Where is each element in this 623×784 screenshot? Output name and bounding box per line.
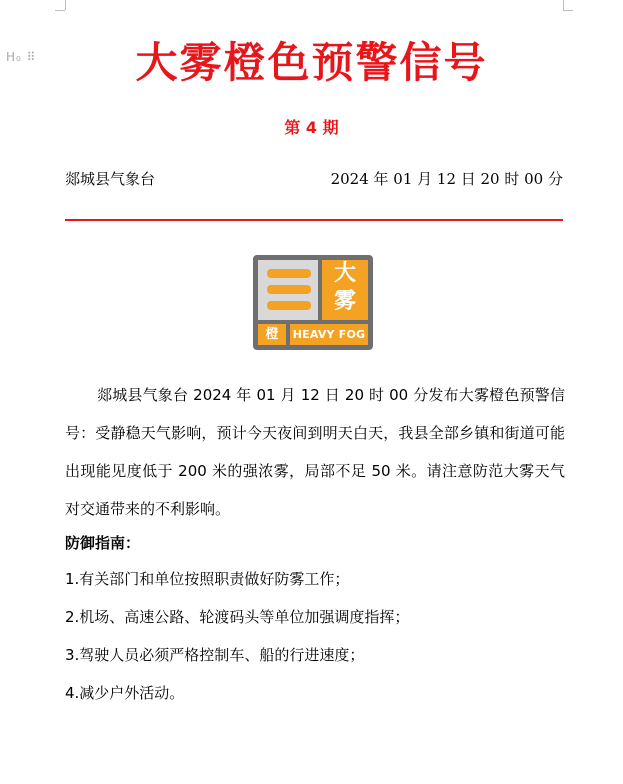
heavy-fog-orange-signal-icon: [253, 255, 373, 350]
issue-datetime: 2024 年 01 月 12 日 20 时 00 分: [330, 170, 563, 188]
signal-english-label: HEAVY FOG: [290, 324, 368, 345]
crop-mark-top-right: [563, 0, 564, 10]
signal-label-line2: 雾: [333, 289, 356, 314]
crop-mark-top-right: [563, 10, 573, 11]
defense-guide-list: [65, 568, 409, 720]
signal-chinese-label: [322, 260, 368, 320]
fog-bar: [267, 301, 311, 310]
list-item: 3.驾驶人员必须严格控制车、船的行进速度；: [65, 646, 365, 664]
signal-label-line1: 大: [333, 261, 356, 286]
crop-mark-top-left: [65, 0, 66, 10]
red-divider: [65, 219, 563, 221]
list-item: 2.机场、高速公路、轮渡码头等单位加强调度指挥；: [65, 608, 410, 626]
signal-fog-bars-panel: [258, 260, 318, 320]
list-item: 1.有关部门和单位按照职责做好防雾工作；: [65, 570, 350, 588]
heading-style-icon[interactable]: H₀ ⠿: [6, 50, 37, 64]
crop-mark-top-left: [55, 10, 65, 11]
issue-number: 第 4 期: [284, 118, 339, 137]
page-title: 大雾橙色预警信号: [135, 38, 488, 87]
defense-guide-title: 防御指南：: [65, 534, 141, 552]
signal-level-label: 橙: [258, 324, 286, 345]
fog-bar: [267, 269, 311, 278]
issuer-name: 郯城县气象台: [65, 170, 156, 188]
list-item: 4.减少户外活动。: [65, 684, 185, 702]
warning-body-text: 郯城县气象台 2024 年 01 月 12 日 20 时 00 分发布大雾橙色预警信号：受静稳天气影响，预计今天夜间到明天白天，我县全部乡镇和街道可能出现能见度低于 200 米的强浓雾，局部不足 50 米。请注意防范大雾天气对交通带来的不利影响。: [65, 386, 565, 518]
fog-bar: [267, 285, 311, 294]
